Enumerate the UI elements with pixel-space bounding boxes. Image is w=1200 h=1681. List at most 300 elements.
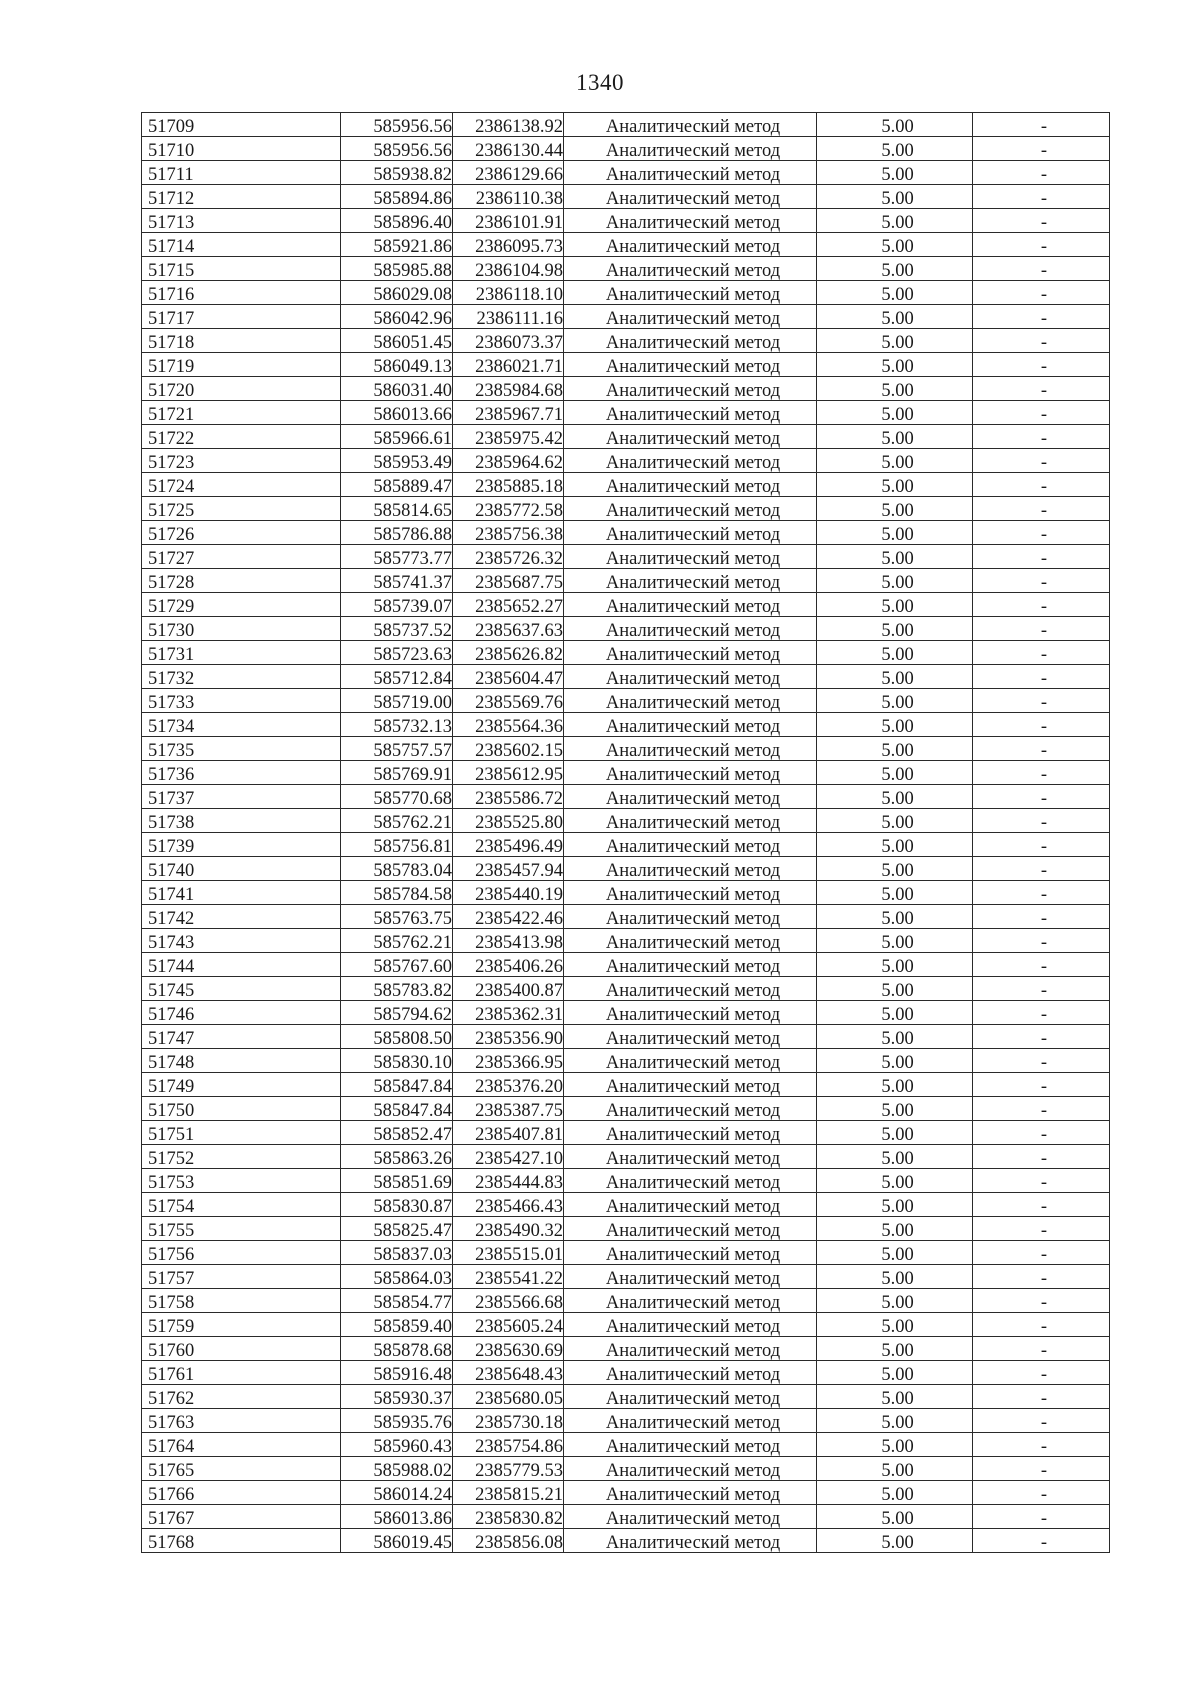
y-coordinate-cell: 2385541.22 (453, 1265, 564, 1289)
x-coordinate-cell: 585921.86 (341, 233, 453, 257)
note-cell: - (973, 1169, 1110, 1193)
note-cell: - (973, 401, 1110, 425)
x-coordinate-cell: 585769.91 (341, 761, 453, 785)
precision-cell: 5.00 (817, 905, 973, 929)
x-coordinate-cell: 585784.58 (341, 881, 453, 905)
note-cell: - (973, 113, 1110, 137)
precision-cell: 5.00 (817, 1433, 973, 1457)
note-cell: - (973, 1481, 1110, 1505)
y-coordinate-cell: 2386110.38 (453, 185, 564, 209)
x-coordinate-cell: 585767.60 (341, 953, 453, 977)
x-coordinate-cell: 585763.75 (341, 905, 453, 929)
note-cell: - (973, 1433, 1110, 1457)
table-row (142, 1289, 1110, 1313)
note-cell: - (973, 1001, 1110, 1025)
precision-cell: 5.00 (817, 1025, 973, 1049)
x-coordinate-cell: 585938.82 (341, 161, 453, 185)
precision-cell: 5.00 (817, 1169, 973, 1193)
y-coordinate-cell: 2385652.27 (453, 593, 564, 617)
y-coordinate-cell: 2385564.36 (453, 713, 564, 737)
note-cell: - (973, 1073, 1110, 1097)
method-cell: Аналитический метод (564, 593, 817, 617)
note-cell: - (973, 1025, 1110, 1049)
note-cell: - (973, 1121, 1110, 1145)
note-cell: - (973, 521, 1110, 545)
point-number-cell: 51721 (142, 401, 341, 425)
x-coordinate-cell: 585896.40 (341, 209, 453, 233)
note-cell: - (973, 1313, 1110, 1337)
x-coordinate-cell: 585757.57 (341, 737, 453, 761)
point-number-cell: 51732 (142, 665, 341, 689)
note-cell: - (973, 497, 1110, 521)
y-coordinate-cell: 2386095.73 (453, 233, 564, 257)
table-row (142, 329, 1110, 353)
table-row (142, 425, 1110, 449)
note-cell: - (973, 1241, 1110, 1265)
precision-cell: 5.00 (817, 1217, 973, 1241)
y-coordinate-cell: 2385407.81 (453, 1121, 564, 1145)
note-cell: - (973, 1361, 1110, 1385)
point-number-cell: 51755 (142, 1217, 341, 1241)
method-cell: Аналитический метод (564, 1097, 817, 1121)
point-number-cell: 51763 (142, 1409, 341, 1433)
x-coordinate-cell: 586014.24 (341, 1481, 453, 1505)
method-cell: Аналитический метод (564, 257, 817, 281)
method-cell: Аналитический метод (564, 905, 817, 929)
x-coordinate-cell: 585739.07 (341, 593, 453, 617)
note-cell: - (973, 881, 1110, 905)
note-cell: - (973, 161, 1110, 185)
note-cell: - (973, 761, 1110, 785)
x-coordinate-cell: 586019.45 (341, 1529, 453, 1553)
point-number-cell: 51737 (142, 785, 341, 809)
x-coordinate-cell: 585719.00 (341, 689, 453, 713)
precision-cell: 5.00 (817, 833, 973, 857)
precision-cell: 5.00 (817, 1097, 973, 1121)
table-row (142, 1193, 1110, 1217)
table-row (142, 1049, 1110, 1073)
method-cell: Аналитический метод (564, 1529, 817, 1553)
x-coordinate-cell: 585723.63 (341, 641, 453, 665)
note-cell: - (973, 641, 1110, 665)
method-cell: Аналитический метод (564, 449, 817, 473)
table-row (142, 977, 1110, 1001)
x-coordinate-cell: 585770.68 (341, 785, 453, 809)
point-number-cell: 51756 (142, 1241, 341, 1265)
x-coordinate-cell: 585830.10 (341, 1049, 453, 1073)
point-number-cell: 51729 (142, 593, 341, 617)
point-number-cell: 51752 (142, 1145, 341, 1169)
table-row (142, 449, 1110, 473)
y-coordinate-cell: 2385964.62 (453, 449, 564, 473)
x-coordinate-cell: 585825.47 (341, 1217, 453, 1241)
method-cell: Аналитический метод (564, 713, 817, 737)
method-cell: Аналитический метод (564, 209, 817, 233)
method-cell: Аналитический метод (564, 569, 817, 593)
point-number-cell: 51767 (142, 1505, 341, 1529)
point-number-cell: 51744 (142, 953, 341, 977)
note-cell: - (973, 305, 1110, 329)
point-number-cell: 51715 (142, 257, 341, 281)
note-cell: - (973, 1265, 1110, 1289)
x-coordinate-cell: 585864.03 (341, 1265, 453, 1289)
point-number-cell: 51768 (142, 1529, 341, 1553)
precision-cell: 5.00 (817, 1361, 973, 1385)
point-number-cell: 51720 (142, 377, 341, 401)
x-coordinate-cell: 585762.21 (341, 809, 453, 833)
precision-cell: 5.00 (817, 1145, 973, 1169)
method-cell: Аналитический метод (564, 1049, 817, 1073)
precision-cell: 5.00 (817, 209, 973, 233)
point-number-cell: 51739 (142, 833, 341, 857)
x-coordinate-cell: 585762.21 (341, 929, 453, 953)
table-row (142, 233, 1110, 257)
note-cell: - (973, 1217, 1110, 1241)
table-row (142, 641, 1110, 665)
method-cell: Аналитический метод (564, 233, 817, 257)
precision-cell: 5.00 (817, 761, 973, 785)
precision-cell: 5.00 (817, 1337, 973, 1361)
table-row (142, 689, 1110, 713)
y-coordinate-cell: 2385605.24 (453, 1313, 564, 1337)
note-cell: - (973, 1097, 1110, 1121)
x-coordinate-cell: 586029.08 (341, 281, 453, 305)
precision-cell: 5.00 (817, 1049, 973, 1073)
note-cell: - (973, 1337, 1110, 1361)
table-row (142, 617, 1110, 641)
y-coordinate-cell: 2385569.76 (453, 689, 564, 713)
y-coordinate-cell: 2385406.26 (453, 953, 564, 977)
note-cell: - (973, 353, 1110, 377)
method-cell: Аналитический метод (564, 305, 817, 329)
precision-cell: 5.00 (817, 425, 973, 449)
method-cell: Аналитический метод (564, 377, 817, 401)
y-coordinate-cell: 2386111.16 (453, 305, 564, 329)
table-row (142, 1265, 1110, 1289)
method-cell: Аналитический метод (564, 641, 817, 665)
precision-cell: 5.00 (817, 785, 973, 809)
precision-cell: 5.00 (817, 641, 973, 665)
table-row (142, 137, 1110, 161)
table-row (142, 737, 1110, 761)
method-cell: Аналитический метод (564, 761, 817, 785)
note-cell: - (973, 929, 1110, 953)
y-coordinate-cell: 2385366.95 (453, 1049, 564, 1073)
y-coordinate-cell: 2385466.43 (453, 1193, 564, 1217)
x-coordinate-cell: 585889.47 (341, 473, 453, 497)
note-cell: - (973, 809, 1110, 833)
method-cell: Аналитический метод (564, 1265, 817, 1289)
note-cell: - (973, 425, 1110, 449)
method-cell: Аналитический метод (564, 113, 817, 137)
table-row (142, 929, 1110, 953)
table-row (142, 1169, 1110, 1193)
y-coordinate-cell: 2385427.10 (453, 1145, 564, 1169)
precision-cell: 5.00 (817, 185, 973, 209)
x-coordinate-cell: 586049.13 (341, 353, 453, 377)
y-coordinate-cell: 2385885.18 (453, 473, 564, 497)
x-coordinate-cell: 585953.49 (341, 449, 453, 473)
y-coordinate-cell: 2385772.58 (453, 497, 564, 521)
point-number-cell: 51741 (142, 881, 341, 905)
note-cell: - (973, 449, 1110, 473)
note-cell: - (973, 1049, 1110, 1073)
point-number-cell: 51716 (142, 281, 341, 305)
table-row (142, 377, 1110, 401)
method-cell: Аналитический метод (564, 1073, 817, 1097)
note-cell: - (973, 257, 1110, 281)
y-coordinate-cell: 2385422.46 (453, 905, 564, 929)
method-cell: Аналитический метод (564, 137, 817, 161)
precision-cell: 5.00 (817, 257, 973, 281)
point-number-cell: 51710 (142, 137, 341, 161)
note-cell: - (973, 281, 1110, 305)
point-number-cell: 51723 (142, 449, 341, 473)
y-coordinate-cell: 2385362.31 (453, 1001, 564, 1025)
point-number-cell: 51759 (142, 1313, 341, 1337)
point-number-cell: 51746 (142, 1001, 341, 1025)
point-number-cell: 51751 (142, 1121, 341, 1145)
point-number-cell: 51757 (142, 1265, 341, 1289)
y-coordinate-cell: 2385440.19 (453, 881, 564, 905)
table-row (142, 713, 1110, 737)
precision-cell: 5.00 (817, 977, 973, 1001)
table-row (142, 1457, 1110, 1481)
point-number-cell: 51761 (142, 1361, 341, 1385)
note-cell: - (973, 953, 1110, 977)
x-coordinate-cell: 585878.68 (341, 1337, 453, 1361)
note-cell: - (973, 785, 1110, 809)
method-cell: Аналитический метод (564, 1481, 817, 1505)
method-cell: Аналитический метод (564, 1409, 817, 1433)
method-cell: Аналитический метод (564, 929, 817, 953)
x-coordinate-cell: 585847.84 (341, 1073, 453, 1097)
x-coordinate-cell: 585863.26 (341, 1145, 453, 1169)
note-cell: - (973, 329, 1110, 353)
y-coordinate-cell: 2385756.38 (453, 521, 564, 545)
precision-cell: 5.00 (817, 1313, 973, 1337)
y-coordinate-cell: 2385602.15 (453, 737, 564, 761)
x-coordinate-cell: 585966.61 (341, 425, 453, 449)
note-cell: - (973, 1385, 1110, 1409)
method-cell: Аналитический метод (564, 329, 817, 353)
method-cell: Аналитический метод (564, 185, 817, 209)
x-coordinate-cell: 585837.03 (341, 1241, 453, 1265)
point-number-cell: 51718 (142, 329, 341, 353)
precision-cell: 5.00 (817, 953, 973, 977)
precision-cell: 5.00 (817, 113, 973, 137)
y-coordinate-cell: 2385444.83 (453, 1169, 564, 1193)
point-number-cell: 51747 (142, 1025, 341, 1049)
table-row (142, 809, 1110, 833)
method-cell: Аналитический метод (564, 977, 817, 1001)
y-coordinate-cell: 2385637.63 (453, 617, 564, 641)
method-cell: Аналитический метод (564, 281, 817, 305)
precision-cell: 5.00 (817, 1073, 973, 1097)
point-number-cell: 51711 (142, 161, 341, 185)
y-coordinate-cell: 2385400.87 (453, 977, 564, 1001)
precision-cell: 5.00 (817, 1001, 973, 1025)
table-row (142, 1529, 1110, 1553)
point-number-cell: 51753 (142, 1169, 341, 1193)
note-cell: - (973, 1409, 1110, 1433)
table-row (142, 1385, 1110, 1409)
point-number-cell: 51709 (142, 113, 341, 137)
table-row (142, 905, 1110, 929)
table-row (142, 785, 1110, 809)
table-row (142, 1361, 1110, 1385)
precision-cell: 5.00 (817, 233, 973, 257)
table-row (142, 545, 1110, 569)
table-row (142, 881, 1110, 905)
point-number-cell: 51731 (142, 641, 341, 665)
y-coordinate-cell: 2385604.47 (453, 665, 564, 689)
point-number-cell: 51726 (142, 521, 341, 545)
y-coordinate-cell: 2385815.21 (453, 1481, 564, 1505)
point-number-cell: 51719 (142, 353, 341, 377)
method-cell: Аналитический метод (564, 617, 817, 641)
precision-cell: 5.00 (817, 449, 973, 473)
precision-cell: 5.00 (817, 521, 973, 545)
note-cell: - (973, 737, 1110, 761)
precision-cell: 5.00 (817, 497, 973, 521)
precision-cell: 5.00 (817, 1481, 973, 1505)
precision-cell: 5.00 (817, 809, 973, 833)
y-coordinate-cell: 2385975.42 (453, 425, 564, 449)
table-row (142, 833, 1110, 857)
note-cell: - (973, 857, 1110, 881)
point-number-cell: 51754 (142, 1193, 341, 1217)
y-coordinate-cell: 2385490.32 (453, 1217, 564, 1241)
x-coordinate-cell: 585756.81 (341, 833, 453, 857)
method-cell: Аналитический метод (564, 1193, 817, 1217)
table-row (142, 761, 1110, 785)
y-coordinate-cell: 2385680.05 (453, 1385, 564, 1409)
table-row (142, 1001, 1110, 1025)
method-cell: Аналитический метод (564, 1361, 817, 1385)
precision-cell: 5.00 (817, 881, 973, 905)
point-number-cell: 51738 (142, 809, 341, 833)
y-coordinate-cell: 2385779.53 (453, 1457, 564, 1481)
point-number-cell: 51740 (142, 857, 341, 881)
note-cell: - (973, 1145, 1110, 1169)
point-number-cell: 51712 (142, 185, 341, 209)
precision-cell: 5.00 (817, 569, 973, 593)
precision-cell: 5.00 (817, 1289, 973, 1313)
x-coordinate-cell: 585956.56 (341, 113, 453, 137)
point-number-cell: 51750 (142, 1097, 341, 1121)
precision-cell: 5.00 (817, 353, 973, 377)
precision-cell: 5.00 (817, 401, 973, 425)
point-number-cell: 51749 (142, 1073, 341, 1097)
note-cell: - (973, 569, 1110, 593)
point-number-cell: 51733 (142, 689, 341, 713)
y-coordinate-cell: 2385413.98 (453, 929, 564, 953)
point-number-cell: 51714 (142, 233, 341, 257)
y-coordinate-cell: 2385626.82 (453, 641, 564, 665)
note-cell: - (973, 1193, 1110, 1217)
point-number-cell: 51717 (142, 305, 341, 329)
y-coordinate-cell: 2386101.91 (453, 209, 564, 233)
table-row (142, 1433, 1110, 1457)
table-row (142, 473, 1110, 497)
y-coordinate-cell: 2385687.75 (453, 569, 564, 593)
method-cell: Аналитический метод (564, 1289, 817, 1313)
method-cell: Аналитический метод (564, 689, 817, 713)
table-row (142, 401, 1110, 425)
x-coordinate-cell: 586042.96 (341, 305, 453, 329)
method-cell: Аналитический метод (564, 521, 817, 545)
point-number-cell: 51742 (142, 905, 341, 929)
table-row (142, 857, 1110, 881)
y-coordinate-cell: 2385376.20 (453, 1073, 564, 1097)
method-cell: Аналитический метод (564, 665, 817, 689)
table-row (142, 209, 1110, 233)
note-cell: - (973, 689, 1110, 713)
method-cell: Аналитический метод (564, 953, 817, 977)
table-row (142, 497, 1110, 521)
precision-cell: 5.00 (817, 1505, 973, 1529)
note-cell: - (973, 593, 1110, 617)
point-number-cell: 51730 (142, 617, 341, 641)
table-row (142, 1337, 1110, 1361)
x-coordinate-cell: 586051.45 (341, 329, 453, 353)
note-cell: - (973, 233, 1110, 257)
y-coordinate-cell: 2386104.98 (453, 257, 564, 281)
x-coordinate-cell: 585794.62 (341, 1001, 453, 1025)
method-cell: Аналитический метод (564, 1457, 817, 1481)
method-cell: Аналитический метод (564, 1217, 817, 1241)
point-number-cell: 51713 (142, 209, 341, 233)
x-coordinate-cell: 585930.37 (341, 1385, 453, 1409)
note-cell: - (973, 137, 1110, 161)
method-cell: Аналитический метод (564, 1169, 817, 1193)
table-row (142, 1097, 1110, 1121)
note-cell: - (973, 713, 1110, 737)
table-row (142, 305, 1110, 329)
table-row (142, 113, 1110, 137)
y-coordinate-cell: 2385967.71 (453, 401, 564, 425)
table-row (142, 353, 1110, 377)
x-coordinate-cell: 585988.02 (341, 1457, 453, 1481)
y-coordinate-cell: 2385356.90 (453, 1025, 564, 1049)
coordinates-table (141, 112, 1110, 1553)
table-row (142, 257, 1110, 281)
method-cell: Аналитический метод (564, 737, 817, 761)
method-cell: Аналитический метод (564, 1313, 817, 1337)
x-coordinate-cell: 585894.86 (341, 185, 453, 209)
precision-cell: 5.00 (817, 1457, 973, 1481)
precision-cell: 5.00 (817, 329, 973, 353)
y-coordinate-cell: 2385496.49 (453, 833, 564, 857)
point-number-cell: 51745 (142, 977, 341, 1001)
method-cell: Аналитический метод (564, 401, 817, 425)
y-coordinate-cell: 2385856.08 (453, 1529, 564, 1553)
y-coordinate-cell: 2385630.69 (453, 1337, 564, 1361)
point-number-cell: 51725 (142, 497, 341, 521)
precision-cell: 5.00 (817, 593, 973, 617)
y-coordinate-cell: 2385726.32 (453, 545, 564, 569)
y-coordinate-cell: 2385525.80 (453, 809, 564, 833)
x-coordinate-cell: 585786.88 (341, 521, 453, 545)
note-cell: - (973, 209, 1110, 233)
page-number: 1340 (576, 70, 624, 95)
note-cell: - (973, 905, 1110, 929)
note-cell: - (973, 665, 1110, 689)
precision-cell: 5.00 (817, 377, 973, 401)
y-coordinate-cell: 2386118.10 (453, 281, 564, 305)
x-coordinate-cell: 585830.87 (341, 1193, 453, 1217)
